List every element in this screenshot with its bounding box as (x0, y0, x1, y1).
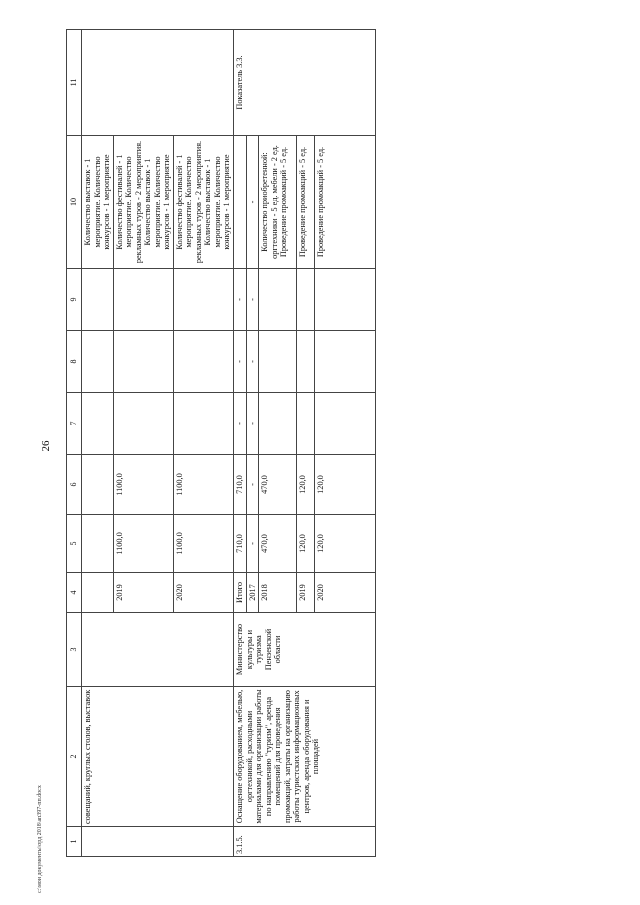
value-cell: - (233, 331, 246, 393)
value-cell (259, 331, 297, 393)
result-cell: Проведение промоакций - 5 ед. (297, 136, 315, 269)
value-cell (297, 269, 315, 331)
header-cell: 1 (67, 827, 82, 857)
result-cell: Количество фестивалей - 1 мероприятие. Количество рекламных туров - 2 мероприятия. Количество выставок - 1 мероприятие. Количество конкурсов - 1 мероприятие (173, 136, 233, 269)
value-cell (82, 393, 114, 455)
page-number: 26 (40, 440, 52, 452)
value-cell (82, 455, 114, 515)
result-cell: Количество выставок - 1 мероприятие. Количество конкурсов - 1 мероприятие (82, 136, 114, 269)
num-cell: 3.1.5. (233, 827, 375, 857)
value-cell: 120,0 (315, 515, 376, 573)
header-cell: 8 (67, 331, 82, 393)
header-cell: 11 (67, 30, 82, 136)
year-cell: 2017 (246, 573, 259, 613)
result-cell: - (246, 136, 259, 269)
header-cell: 6 (67, 455, 82, 515)
value-cell: - (246, 269, 259, 331)
year-cell: 2020 (173, 573, 233, 613)
indicator-cell: Показатель 3.3. (233, 30, 375, 136)
executor-cell: Министерство культуры и туризма Пензенской области (233, 613, 375, 687)
value-cell (173, 331, 233, 393)
value-cell (82, 269, 114, 331)
year-cell (82, 573, 114, 613)
value-cell (297, 393, 315, 455)
value-cell (259, 393, 297, 455)
result-cell: Количество фестивалей - 1 мероприятие. Количество рекламных туров - 2 мероприятия. Количество выставок - 1 мероприятие. Количество конкурсов - 1 мероприятие (113, 136, 173, 269)
value-cell: - (246, 515, 259, 573)
header-cell: 4 (67, 573, 82, 613)
value-cell (82, 331, 114, 393)
value-cell: - (246, 455, 259, 515)
value-cell: - (233, 393, 246, 455)
value-cell (173, 269, 233, 331)
header-cell: 10 (67, 136, 82, 269)
executor-cell (82, 613, 234, 687)
year-cell: 2018 (259, 573, 297, 613)
value-cell (297, 331, 315, 393)
result-cell: Проведение промоакций - 5 ед. (315, 136, 376, 269)
year-cell: 2019 (297, 573, 315, 613)
value-cell (315, 393, 376, 455)
result-cell: Количество приобретенной: оргтехники - 5 ед. мебели - 2 ед. Проведение промоакций - 5 ед. (259, 136, 297, 269)
value-cell: 1100,0 (113, 455, 173, 515)
value-cell (259, 269, 297, 331)
value-cell (113, 269, 173, 331)
year-cell: Итого (233, 573, 246, 613)
value-cell: 120,0 (315, 455, 376, 515)
header-cell: 9 (67, 269, 82, 331)
value-cell (113, 393, 173, 455)
value-cell: 120,0 (297, 515, 315, 573)
value-cell: 470,0 (259, 455, 297, 515)
value-cell: - (246, 393, 259, 455)
activity-description: совещаний, круглых столов, выставок (82, 687, 234, 827)
result-cell (233, 136, 246, 269)
value-cell (173, 393, 233, 455)
value-cell: 470,0 (259, 515, 297, 573)
value-cell: 1100,0 (113, 515, 173, 573)
year-cell: 2019 (113, 573, 173, 613)
value-cell: 1100,0 (173, 515, 233, 573)
value-cell: 120,0 (297, 455, 315, 515)
activity-description: Оснащение оборудованием, мебелью, оргтехникой, расходными материалами для организации работы по направлению "туризм", аренда помещений для проведения промоакций, затраты на организацию работы туристских информационных центров, аренда оборудования и площадей (233, 687, 375, 827)
value-cell: 710,0 (233, 515, 246, 573)
rotated-table-container (66, 30, 376, 857)
num-cell (82, 827, 234, 857)
table-row (82, 30, 114, 857)
header-cell: 2 (67, 687, 82, 827)
value-cell: - (233, 269, 246, 331)
header-row (67, 30, 82, 857)
value-cell (113, 331, 173, 393)
value-cell (82, 515, 114, 573)
table-wrapper (66, 30, 376, 857)
value-cell: - (246, 331, 259, 393)
year-cell: 2020 (315, 573, 376, 613)
footer-file-path: c:\мои документы\орд 2018\ап397-пп.docx (37, 785, 43, 893)
program-activities-table (66, 29, 376, 857)
indicator-cell (82, 30, 234, 136)
table-row (233, 30, 246, 857)
value-cell: 710,0 (233, 455, 246, 515)
value-cell (315, 269, 376, 331)
header-cell: 5 (67, 515, 82, 573)
header-cell: 3 (67, 613, 82, 687)
value-cell: 1100,0 (173, 455, 233, 515)
value-cell (315, 331, 376, 393)
header-cell: 7 (67, 393, 82, 455)
